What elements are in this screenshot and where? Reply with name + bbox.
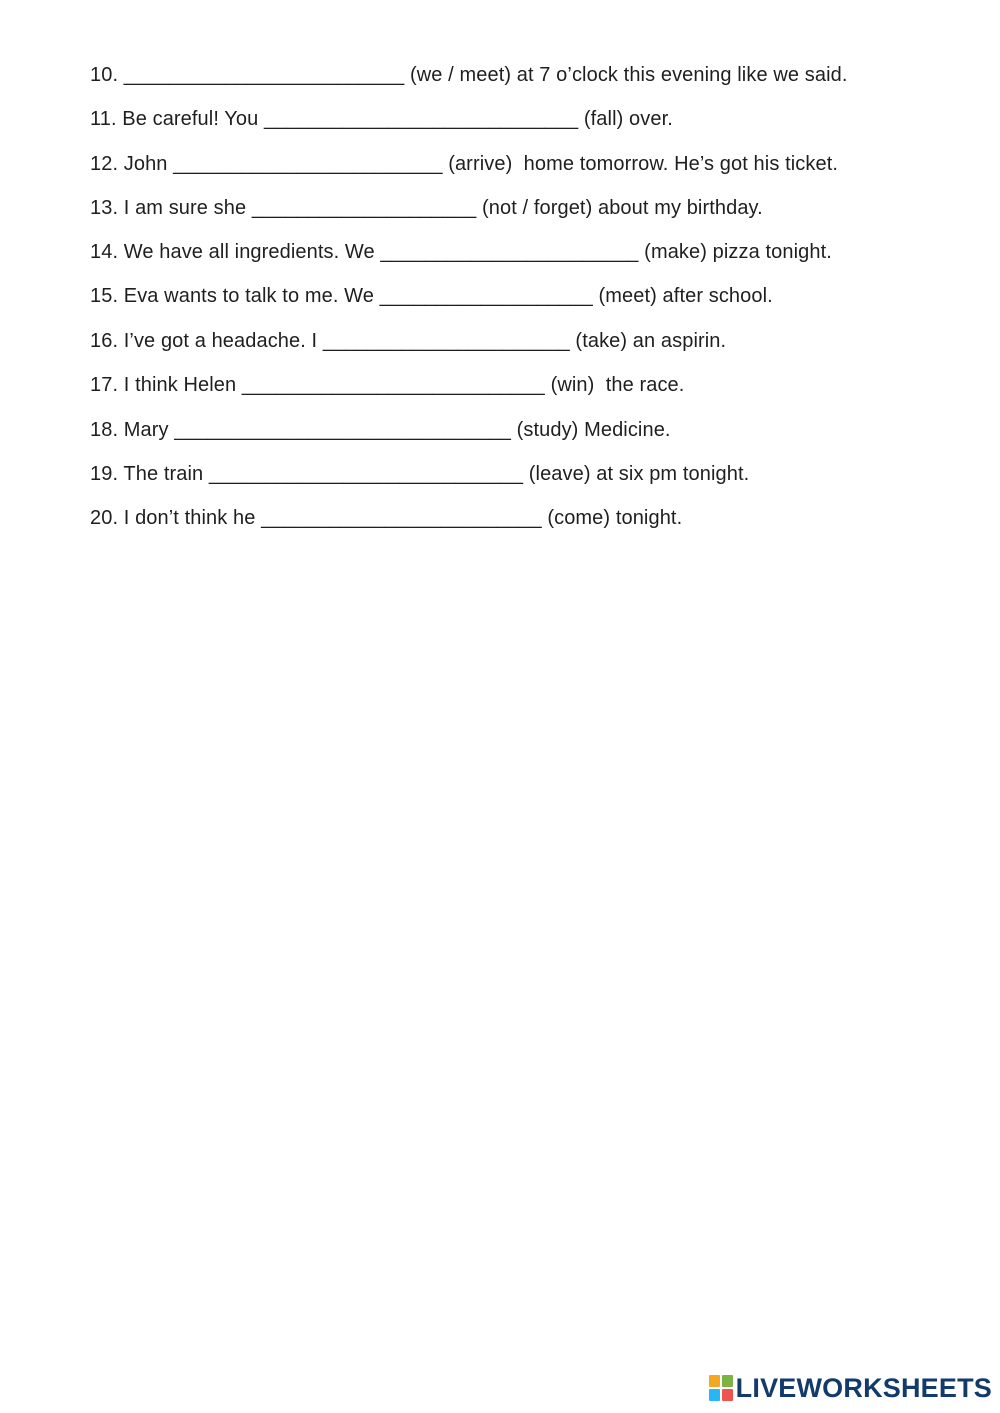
exercise-15: 15. Eva wants to talk to me. We ___________________ (meet) after school. <box>90 285 773 307</box>
exercise-20: 20. I don’t think he _________________________ (come) tonight. <box>90 507 683 529</box>
exercise-17: 17. I think Helen ___________________________ (win) the race. <box>90 374 685 396</box>
exercise-11: 11. Be careful! You ____________________________ (fall) over. <box>90 108 673 130</box>
exercise-16: 16. I’ve got a headache. I ______________________ (take) an aspirin. <box>90 330 727 352</box>
logo-square-1 <box>709 1375 720 1387</box>
liveworksheets-logo[interactable] <box>709 1371 992 1405</box>
exercise-12: 12. John ________________________ (arrive) home tomorrow. He’s got his ticket. <box>90 153 839 175</box>
exercise-14: 14. We have all ingredients. We _______________________ (make) pizza tonight. <box>90 241 832 263</box>
exercise-19: 19. The train ____________________________ (leave) at six pm tonight. <box>90 463 750 485</box>
logo-square-2 <box>722 1375 733 1387</box>
logo-square-3 <box>709 1389 720 1401</box>
logo-text: LIVEWORKSHEETS <box>735 1373 992 1403</box>
exercise-13: 13. I am sure she ____________________ (not / forget) about my birthday. <box>90 197 763 219</box>
exercise-10: 10. _________________________ (we / meet) at 7 o’clock this evening like we said. <box>90 64 848 86</box>
logo-square-4 <box>722 1389 733 1401</box>
exercise-18: 18. Mary ______________________________ (study) Medicine. <box>90 419 671 441</box>
liveworksheets-mark-icon <box>709 1375 733 1401</box>
